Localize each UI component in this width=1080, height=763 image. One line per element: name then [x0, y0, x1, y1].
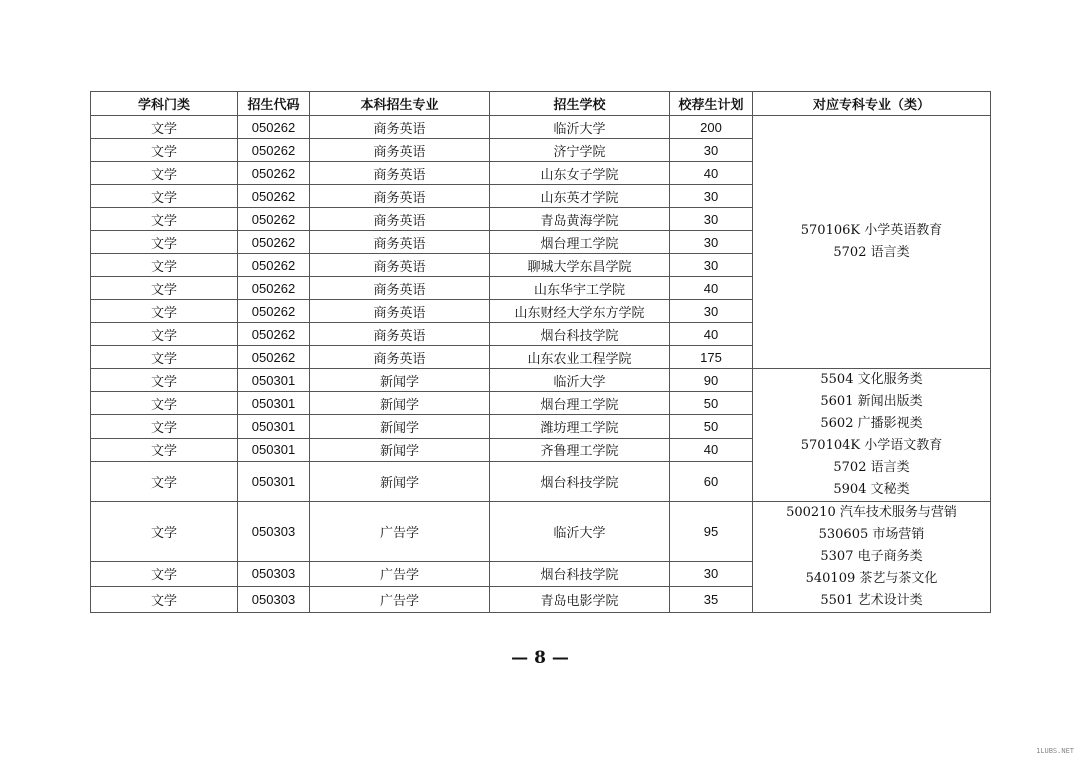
cell-code: 050262: [238, 346, 310, 369]
cell-school: 青岛电影学院: [490, 586, 670, 612]
cell-category: 文学: [91, 415, 238, 438]
cell-category: 文学: [91, 346, 238, 369]
cell-code: 050301: [238, 415, 310, 438]
cell-code: 050262: [238, 231, 310, 254]
cell-major: 新闻学: [310, 461, 490, 501]
cell-code: 050262: [238, 139, 310, 162]
header-school: 招生学校: [490, 92, 670, 116]
cell-school: 山东财经大学东方学院: [490, 300, 670, 323]
cell-major: 商务英语: [310, 162, 490, 185]
table-row: [91, 369, 991, 392]
cell-code: 050301: [238, 438, 310, 461]
cell-category: 文学: [91, 139, 238, 162]
corresponding-major-item: 540109 茶艺与茶文化: [805, 571, 938, 586]
cell-code: 050262: [238, 162, 310, 185]
cell-major: 新闻学: [310, 392, 490, 415]
cell-major: 广告学: [310, 586, 490, 612]
corresponding-major-item: 5504 文化服务类: [820, 372, 923, 387]
cell-major: 商务英语: [310, 139, 490, 162]
cell-code: 050262: [238, 277, 310, 300]
cell-major: 商务英语: [310, 116, 490, 139]
cell-major: 新闻学: [310, 369, 490, 392]
cell-school: 齐鲁理工学院: [490, 438, 670, 461]
cell-plan: 35: [670, 586, 753, 612]
table-row: [91, 502, 991, 562]
cell-plan: 60: [670, 461, 753, 501]
cell-major: 新闻学: [310, 415, 490, 438]
corresponding-major-item: 5904 文秘类: [833, 482, 910, 497]
corresponding-major-item: 5601 新闻出版类: [820, 394, 923, 409]
cell-code: 050301: [238, 392, 310, 415]
cell-category: 文学: [91, 231, 238, 254]
enrollment-table: [90, 91, 991, 613]
cell-school: 山东英才学院: [490, 185, 670, 208]
cell-code: 050262: [238, 300, 310, 323]
cell-code: 050262: [238, 116, 310, 139]
cell-plan: 50: [670, 415, 753, 438]
cell-school: 聊城大学东昌学院: [490, 254, 670, 277]
cell-category: 文学: [91, 162, 238, 185]
cell-major: 商务英语: [310, 323, 490, 346]
cell-category: 文学: [91, 277, 238, 300]
cell-school: 青岛黄海学院: [490, 208, 670, 231]
corresponding-major-item: 500210 汽车技术服务与营销: [786, 505, 957, 520]
cell-school: 烟台科技学院: [490, 461, 670, 501]
cell-school: 临沂大学: [490, 369, 670, 392]
cell-category: 文学: [91, 323, 238, 346]
corresponding-major-item: 570106K 小学英语教育: [800, 223, 943, 238]
cell-code: 050303: [238, 586, 310, 612]
cell-major: 商务英语: [310, 277, 490, 300]
cell-school: 烟台理工学院: [490, 231, 670, 254]
cell-plan: 30: [670, 185, 753, 208]
cell-plan: 175: [670, 346, 753, 369]
cell-code: 050301: [238, 461, 310, 501]
cell-category: 文学: [91, 369, 238, 392]
cell-school: 山东女子学院: [490, 162, 670, 185]
cell-plan: 40: [670, 323, 753, 346]
cell-corresponding-majors: [753, 116, 991, 369]
cell-code: 050262: [238, 185, 310, 208]
cell-plan: 200: [670, 116, 753, 139]
corresponding-major-item: 5702 语言类: [833, 245, 910, 260]
cell-code: 050262: [238, 208, 310, 231]
cell-plan: 40: [670, 277, 753, 300]
cell-plan: 40: [670, 438, 753, 461]
cell-plan: 30: [670, 231, 753, 254]
header-corresponding: 对应专科专业（类）: [753, 92, 991, 116]
cell-major: 商务英语: [310, 231, 490, 254]
cell-plan: 40: [670, 162, 753, 185]
cell-plan: 30: [670, 254, 753, 277]
cell-plan: 30: [670, 561, 753, 586]
cell-category: 文学: [91, 502, 238, 562]
cell-code: 050262: [238, 323, 310, 346]
cell-major: 广告学: [310, 561, 490, 586]
cell-school: 山东农业工程学院: [490, 346, 670, 369]
cell-school: 临沂大学: [490, 502, 670, 562]
cell-plan: 95: [670, 502, 753, 562]
cell-major: 商务英语: [310, 185, 490, 208]
cell-category: 文学: [91, 586, 238, 612]
cell-school: 潍坊理工学院: [490, 415, 670, 438]
cell-school: 临沂大学: [490, 116, 670, 139]
cell-school: 烟台科技学院: [490, 561, 670, 586]
corresponding-major-item: 5501 艺术设计类: [820, 593, 923, 608]
header-plan: 校荐生计划: [670, 92, 753, 116]
cell-plan: 30: [670, 300, 753, 323]
cell-code: 050303: [238, 561, 310, 586]
header-code: 招生代码: [238, 92, 310, 116]
cell-major: 新闻学: [310, 438, 490, 461]
cell-category: 文学: [91, 208, 238, 231]
cell-plan: 30: [670, 139, 753, 162]
table-header-row: [91, 92, 991, 116]
cell-category: 文学: [91, 392, 238, 415]
cell-major: 商务英语: [310, 254, 490, 277]
cell-school: 济宁学院: [490, 139, 670, 162]
corresponding-major-item: 5307 电子商务类: [820, 549, 923, 564]
cell-category: 文学: [91, 116, 238, 139]
cell-school: 烟台科技学院: [490, 323, 670, 346]
header-category: 学科门类: [91, 92, 238, 116]
cell-category: 文学: [91, 561, 238, 586]
cell-plan: 50: [670, 392, 753, 415]
cell-major: 商务英语: [310, 208, 490, 231]
corresponding-major-item: 5602 广播影视类: [820, 416, 923, 431]
cell-school: 山东华宇工学院: [490, 277, 670, 300]
cell-category: 文学: [91, 461, 238, 501]
cell-major: 商务英语: [310, 346, 490, 369]
cell-category: 文学: [91, 254, 238, 277]
cell-code: 050262: [238, 254, 310, 277]
cell-code: 050301: [238, 369, 310, 392]
corresponding-major-item: 530605 市场营销: [818, 527, 925, 542]
cell-plan: 30: [670, 208, 753, 231]
cell-category: 文学: [91, 300, 238, 323]
corresponding-major-item: 570104K 小学语文教育: [800, 438, 943, 453]
cell-plan: 90: [670, 369, 753, 392]
table-row: [91, 116, 991, 139]
table-body: [91, 116, 991, 613]
cell-corresponding-majors: [753, 369, 991, 502]
cell-category: 文学: [91, 438, 238, 461]
header-major: 本科招生专业: [310, 92, 490, 116]
cell-major: 商务英语: [310, 300, 490, 323]
cell-category: 文学: [91, 185, 238, 208]
corresponding-major-item: 5702 语言类: [833, 460, 910, 475]
watermark: 1LUBS.NET: [1036, 747, 1074, 755]
cell-major: 广告学: [310, 502, 490, 562]
cell-school: 烟台理工学院: [490, 392, 670, 415]
cell-code: 050303: [238, 502, 310, 562]
cell-corresponding-majors: [753, 502, 991, 613]
page-number: — 8 —: [511, 648, 569, 668]
